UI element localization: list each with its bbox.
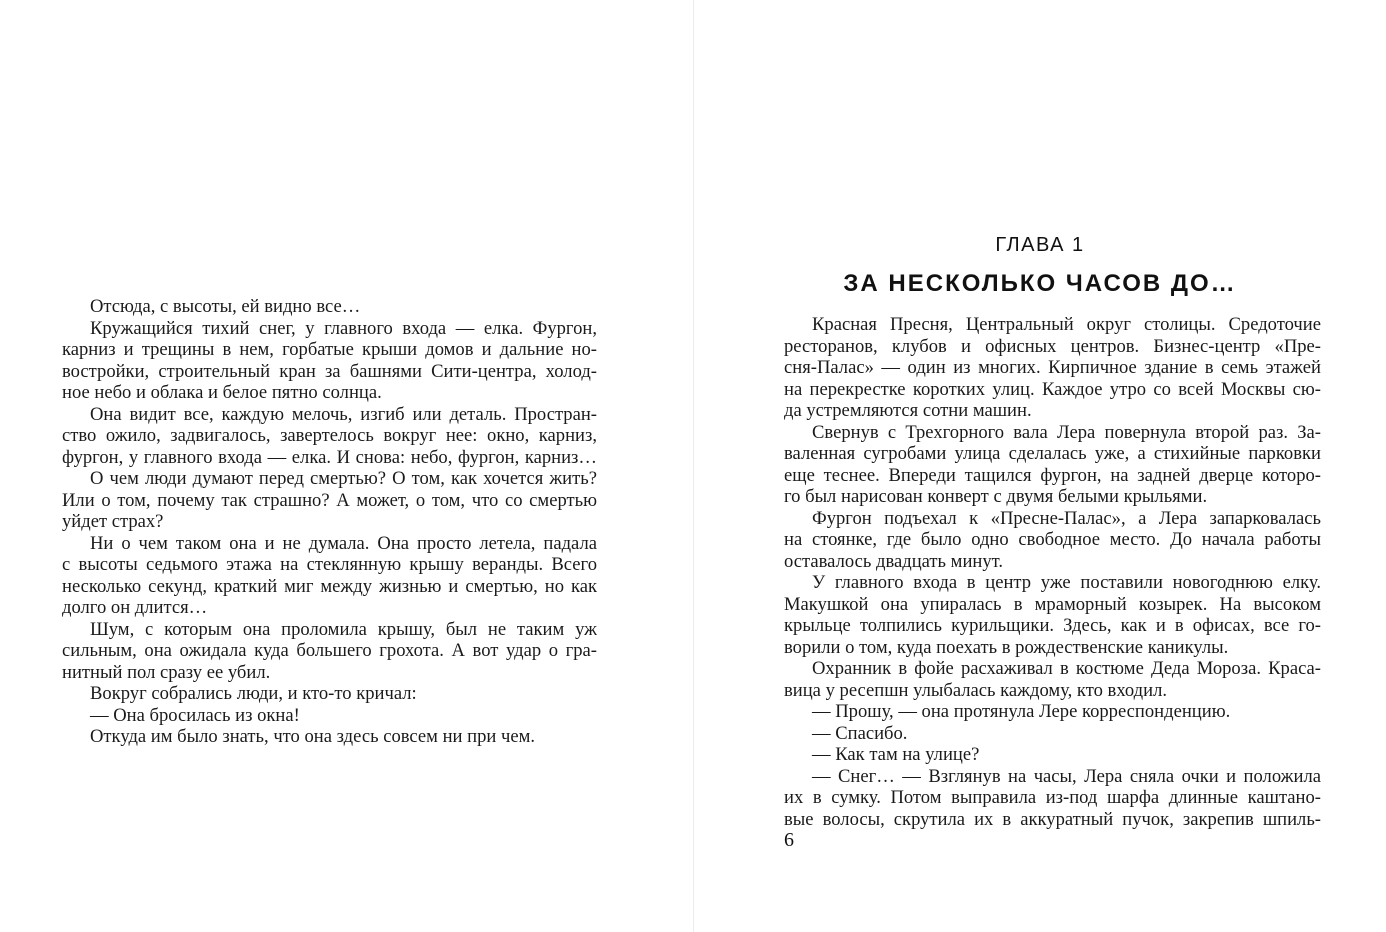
text-line: Охранник в фойе расхаживал в костюме Деда Мороза. Краса- — [812, 658, 1321, 679]
text-line: — Прошу, — она протянула Лере корреспонденцию. — [812, 701, 1231, 722]
left-page-text — [62, 296, 597, 748]
text-line: — Как там на улице? — [812, 744, 980, 765]
text-line: их в сумку. Потом выправила из-под шарфа длинные каштано- — [784, 787, 1321, 808]
text-line: несколько секунд, краткий миг между жизнью и смертью, но как — [62, 575, 597, 597]
text-line: У главного входа в центр уже поставили новогоднюю елку. — [812, 572, 1321, 593]
text-line: с высоты седьмого этажа на стеклянную крышу веранды. Всего — [62, 554, 597, 575]
text-line: востройки, строительный кран за башнями Сити-центра, холод- — [62, 360, 597, 382]
page-number: 6 — [784, 829, 794, 851]
text-line: Фургон подъехал к «Пресне-Палас», а Лера запарковалась — [812, 507, 1321, 529]
text-line: Красная Пресня, Центральный округ столицы. Средоточие — [812, 314, 1321, 335]
text-line: Или о том, почему так страшно? А может, о том, что со смертью — [62, 489, 597, 511]
text-line: Откуда им было знать, что она здесь совсем ни при чем. — [90, 726, 535, 747]
right-page-text — [784, 314, 1321, 830]
text-line: Кружащийся тихий снег, у главного входа — елка. Фургон, — [90, 317, 597, 339]
text-line: оставалось двадцать минут. — [784, 550, 1004, 572]
text-line: валенная сугробами улица сделалась уже, а стихийные парковки — [784, 443, 1321, 464]
text-line: на перекрестке коротких улиц. Каждое утро со всей Москвы сю- — [784, 378, 1321, 400]
right-page — [694, 0, 1386, 932]
text-line: долго он длится… — [62, 597, 208, 618]
text-line: ворили о том, куда поехать в рождественские каникулы. — [784, 636, 1229, 658]
text-line: Макушкой она упиралась в мраморный козырек. На высоком — [784, 593, 1321, 615]
text-line: уйдет страх? — [62, 511, 164, 532]
text-line: Вокруг собрались люди, и кто-то кричал: — [90, 683, 417, 704]
text-line: фургон, у главного входа — елка. И снова: небо, фургон, карниз… — [62, 446, 597, 468]
text-line: Шум, с которым она проломила крышу, был не таким уж — [90, 618, 597, 640]
text-line: О чем люди думают перед смертью? О том, как хочется жить? — [90, 468, 597, 489]
text-line: Отсюда, с высоты, ей видно все… — [90, 296, 361, 317]
text-line: Она видит все, каждую мелочь, изгиб или деталь. Простран- — [90, 403, 597, 425]
text-line: Ни о чем таком она и не думала. Она просто летела, падала — [90, 532, 597, 554]
chapter-label: ГЛАВА 1 — [995, 234, 1085, 256]
text-line: ное небо и облака и белое пятно солнца. — [62, 382, 382, 403]
text-line: крыльце толпились курильщики. Здесь, как и в офисах, все го- — [784, 615, 1321, 636]
text-line: — Спасибо. — [812, 722, 908, 744]
text-line: карниз и трещины в нем, горбатые крыши домов и дальние но- — [62, 339, 597, 360]
text-line: да устремляются сотни машин. — [784, 400, 1032, 421]
text-line: — Снег… — Взглянув на часы, Лера сняла очки и положила — [812, 765, 1321, 787]
text-line: сня-Палас» — один из многих. Кирпичное здание в семь этажей — [784, 357, 1321, 378]
text-line: ресторанов, клубов и офисных центров. Бизнес-центр «Пре- — [784, 335, 1321, 357]
chapter-title: ЗА НЕСКОЛЬКО ЧАСОВ ДО… — [843, 270, 1237, 297]
text-line: на стоянке, где было одно свободное место. До начала работы — [784, 529, 1321, 550]
text-line: нитный пол сразу ее убил. — [62, 661, 271, 683]
text-line: еще теснее. Впереди тащился фургон, на задней дверце которо- — [784, 464, 1321, 486]
text-line: вица у ресепшн улыбалась каждому, кто входил. — [784, 679, 1168, 701]
text-line: го был нарисован конверт с двумя белыми крыльями. — [784, 486, 1208, 507]
text-line: — Она бросилась из окна! — [90, 704, 300, 726]
text-line: Свернув с Трехгорного вала Лера повернула второй раз. За- — [812, 421, 1321, 443]
text-line: вые волосы, скрутила их в аккуратный пучок, закрепив шпиль- — [784, 808, 1321, 830]
text-line: сильным, она ожидала куда большего грохота. А вот удар о гра- — [62, 640, 597, 661]
text-line: ство ожило, задвигалось, завертелось вокруг нее: окно, карниз, — [62, 425, 597, 446]
